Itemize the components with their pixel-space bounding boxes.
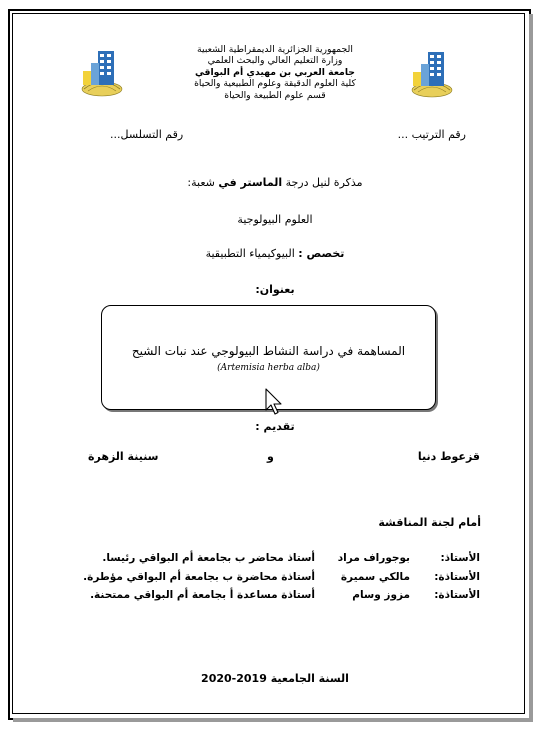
- thesis-title-arabic: المساهمة في دراسة النشاط البيولوجي عند نبات الشيح: [131, 344, 406, 358]
- specialty-value: البيوكيمياء التطبيقية: [205, 247, 299, 260]
- ministry-line: وزارة التعليم العالي والبحث العلمي: [207, 55, 343, 67]
- jury-member-title: الأستاذ:: [440, 552, 480, 564]
- university-line: جامعة العربي بن مهيدي أم البواقي: [194, 66, 356, 78]
- jury-member-title: الأستاذة:: [434, 589, 480, 601]
- mouse-pointer-icon: [264, 388, 288, 416]
- student-1: قزعوط دنيا: [417, 450, 480, 463]
- memo-intro-bold: الماستر في: [218, 176, 283, 189]
- jury-member-role: أستاذة مساعدة أ بجامعة أم البواقي ممتحنة.: [90, 589, 315, 601]
- title-label: بعنوان:: [255, 283, 295, 296]
- presented-label: تقديم :: [255, 420, 295, 433]
- branch-name: العلوم البيولوجية: [237, 213, 313, 226]
- thesis-title-latin: (Artemisia herba alba): [217, 363, 320, 373]
- jury-member-name: مزوز وسام: [352, 589, 410, 601]
- page-shadow-right: [529, 14, 533, 720]
- jury-row: [80, 571, 480, 585]
- institution-header: [150, 44, 400, 101]
- jury-member-role: أستاذ محاضر ب بجامعة أم البواقي رئيسا.: [102, 552, 315, 564]
- serial-label: رقم التسلسل...: [110, 128, 184, 141]
- jury-member-title: الأستاذة:: [434, 571, 480, 583]
- memo-intro: [0, 176, 550, 189]
- university-logo-icon: [80, 45, 124, 99]
- specialty-label: تخصص :: [298, 247, 345, 260]
- department-line: قسم علوم الطبيعة والحياة: [224, 89, 326, 101]
- memo-intro-pre: مذكرة لنيل درجة: [282, 176, 363, 189]
- jury-row: [80, 552, 480, 566]
- rank-label: رقم الترتيب ...: [397, 128, 466, 141]
- jury-member-name: مالكي سميرة: [340, 571, 410, 583]
- academic-year: السنة الجامعية 2019-2020: [201, 672, 349, 685]
- specialty-line: [0, 247, 550, 260]
- jury-member-role: أستاذة محاضرة ب بجامعة أم البواقي مؤطرة.: [83, 571, 315, 583]
- jury-row: [80, 589, 480, 603]
- republic-line: الجمهورية الجزائرية الديمقراطية الشعبية: [197, 44, 353, 55]
- student-2: سنينة الزهرة: [88, 450, 159, 463]
- university-logo-icon: [410, 46, 454, 100]
- jury-member-name: بوجوراف مراد: [337, 552, 410, 564]
- faculty-line: كلية العلوم الدقيقة وعلوم الطبيعية والحياة: [194, 78, 356, 90]
- and-word: و: [267, 450, 274, 463]
- jury-title: أمام لجنة المناقشة: [378, 516, 481, 529]
- page-shadow-bottom: [13, 718, 533, 722]
- memo-intro-post: شعبة:: [187, 176, 219, 189]
